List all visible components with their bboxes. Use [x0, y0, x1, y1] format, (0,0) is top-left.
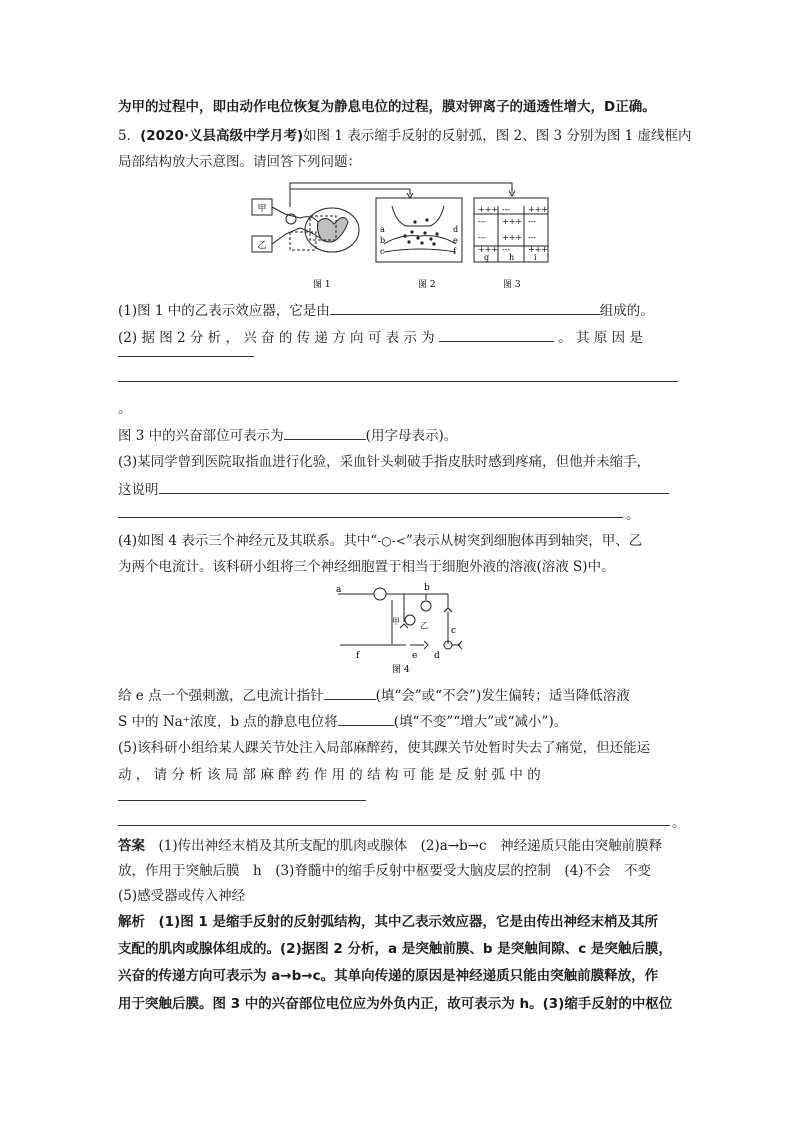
fig3-h-top: --- [502, 205, 511, 214]
analysis-line4: 用于突触后膜。图 3 中的兴奋部位电位应为外负内正，故可表示为 h。(3)缩手反射的中枢位 [118, 996, 673, 1012]
p2-text-a: (2) 据 图 2 分 析 ， 兴 奋 的 传 递 方 向 可 表 示 为 [118, 330, 435, 346]
p2-direction-blank[interactable] [439, 327, 554, 342]
fig4-caption: 图 4 [392, 665, 410, 675]
fig4-label-e: e [412, 651, 418, 661]
q5-number: 5． [118, 128, 141, 144]
fig4-neuron1-body [374, 588, 386, 600]
p1-blank[interactable] [330, 300, 600, 315]
q5-part3-line2 [118, 479, 669, 500]
analysis-label: 解析 [118, 914, 145, 930]
q5-part4-line4 [118, 711, 567, 732]
fig4-label-b: b [424, 583, 430, 593]
fig3-caption: 图 3 [503, 280, 521, 290]
p4-text-b: ”表示从树突到细胞体再到轴突，甲、乙 [405, 533, 643, 549]
figure-1-2-3 [0, 0, 800, 300]
neuron-symbol: -○-< [377, 534, 406, 548]
p1-text-a: (1)图 1 中的乙表示效应器，它是由 [118, 303, 330, 319]
q5-source: (2020·义县高级中学月考) [140, 128, 304, 144]
p2-text-d: (用字母表示)。 [365, 428, 458, 444]
fig1-dashed-box [310, 216, 336, 240]
fig4-label-d: d [434, 651, 440, 661]
fig1-ganglion [286, 214, 296, 224]
fig1-yi-label: 乙 [257, 241, 267, 251]
fig2-label-e: e [453, 236, 458, 245]
answer-line2: 放，作用于突触后膜 h (3)脊髓中的缩手反射中枢要受大脑皮层的控制 (4)不会 不变 [118, 863, 651, 879]
p2-reason-blank-1[interactable] [118, 355, 254, 357]
top-line: 为甲的过程中，即由动作电位恢复为静息电位的过程，膜对钾离子的通透性增大，D正确。 [118, 99, 656, 115]
fig2-label-b: b [380, 236, 386, 245]
fig2-label-a: a [380, 225, 385, 234]
fig3-h-in1: +++ [502, 217, 523, 226]
fig2-label-c: c [380, 247, 385, 256]
answer-line1 [118, 836, 662, 856]
fig4-jia-meter [405, 615, 415, 625]
p2-text-c: 图 3 中的兴奋部位可表示为 [118, 428, 284, 444]
fig2-vesicles [403, 218, 438, 245]
fig3-h-in2: +++ [502, 233, 523, 242]
answer-label: 答案 [118, 838, 145, 854]
q5-part3-line1: (3)某同学曾到医院取指血进行化验，采血针头刺破手指皮肤时感到疼痛，但他并未缩手， [118, 454, 651, 470]
figure-2 [376, 198, 462, 262]
analysis-line2: 支配的肌肉或腺体组成的。(2)据图 2 分析，a 是突触前膜、b 是突触间隙、c 是突触后膜， [118, 941, 672, 957]
fig4-label-yi: 乙 [420, 621, 428, 630]
q5-part1 [118, 300, 654, 321]
p4-text-a: (4)如图 4 表示三个神经元及其联系。其中“ [118, 533, 378, 549]
fig4-neuron3-body [444, 641, 452, 649]
p4-text-f: S 中的 Na⁺浓度，b 点的静息电位将 [118, 714, 338, 730]
p2-reason-blank-2[interactable] [118, 380, 678, 382]
fig1-yi-box [252, 236, 272, 252]
fig1-jia-box [252, 199, 272, 215]
fig2-label-d: d [453, 225, 459, 234]
fig3-h-bot: --- [502, 245, 511, 254]
p3-blank-1[interactable] [159, 479, 669, 494]
fig4-label-f: f [356, 651, 360, 661]
fig3-i-in2: --- [528, 233, 537, 242]
q5-stem-1: 如图 1 表示缩手反射的反射弧，图 2、图 3 分别为图 1 虚线框内 [303, 128, 692, 144]
fig1-jia-label: 甲 [257, 204, 267, 214]
fig3-g-top: +++ [478, 205, 499, 214]
fig4-label-jia: 甲 [392, 617, 400, 626]
fig4-label-a: a [336, 585, 342, 595]
p4-blank-2[interactable] [338, 711, 394, 726]
fig2-caption: 图 2 [418, 280, 436, 290]
p4-blank-1[interactable] [324, 685, 376, 700]
q5-stem-line1 [118, 126, 692, 146]
figure-4 [0, 578, 800, 678]
analysis-text-1: (1)图 1 是缩手反射的反射弧结构，其中乙表示效应器，它是由传出神经末梢及其所 [145, 914, 659, 930]
p2-period: 。 [118, 401, 132, 417]
p4-text-d: 给 e 点一个强刺激，乙电流计指针 [118, 688, 324, 704]
fig-connector-lines [290, 183, 515, 207]
answer-text-1: (1)传出神经末梢及其所支配的肌肉或腺体 (2)a→b→c 神经递质只能由突触前膜释 [145, 838, 663, 854]
fig2-label-f: f [453, 247, 456, 256]
q5-part4-line1 [118, 531, 642, 551]
fig1-spinal-cord [305, 208, 359, 252]
answer-line3: (5)感受器或传入神经 [118, 888, 246, 904]
fig3-g-in1: --- [478, 217, 487, 226]
q5-part4-line3 [118, 685, 630, 706]
q5-part5-line1: (5)该科研小组给某人踝关节处注入局部麻醉药，使其踝关节处暂时失去了痛觉，但还能运 [118, 740, 651, 756]
p1-text-b: 组成的。 [599, 303, 654, 319]
fig3-i-bot: +++ [528, 245, 549, 254]
q5-part5-line2: 动 ， 请 分 析 该 局 部 麻 醉 药 作 用 的 结 构 可 能 是 反 射 弧 中 的 [118, 767, 541, 783]
analysis-line1 [118, 912, 658, 932]
fig3-frame [474, 198, 548, 262]
analysis-line3: 兴奋的传递方向可表示为 a→b→c。其单向传递的原因是神经递质只能由突触前膜释放，作 [118, 968, 659, 984]
p2-location-blank[interactable] [284, 425, 366, 440]
p5-blank-2[interactable] [118, 824, 670, 826]
fig3-label-h: h [509, 253, 515, 262]
fig3-i-in1: --- [528, 217, 537, 226]
fig3-g-bot: +++ [478, 245, 499, 254]
fig3-g-in2: --- [478, 233, 487, 242]
p5-blank-1[interactable] [118, 799, 366, 801]
fig4-yi-meter [421, 601, 431, 611]
p2-text-b: 。 其 原 因 是 [558, 330, 643, 346]
p3-period: 。 [626, 507, 640, 523]
p5-period: 。 [672, 815, 686, 831]
q5-part2-line3 [118, 425, 457, 446]
q5-stem-line2: 局部结构放大示意图。请回答下列问题： [118, 154, 361, 170]
fig3-label-i: i [534, 253, 537, 262]
fig3-i-top: +++ [528, 205, 549, 214]
q5-part4-line2: 为两个电流计。该科研小组将三个神经细胞置于相当于细胞外液的溶液(溶液 S)中。 [118, 559, 615, 575]
fig1-caption: 图 1 [313, 280, 331, 290]
p4-text-g: (填“不变”“增大”或“减小”)。 [393, 714, 568, 730]
figure-3 [474, 198, 548, 262]
q5-part2-line1 [118, 327, 643, 348]
p4-text-e: (填“会”或“不会”)发生偏转；适当降低溶液 [375, 688, 630, 704]
fig2-frame [376, 198, 462, 262]
fig3-charges [478, 205, 548, 254]
p3-blank-2[interactable] [118, 516, 623, 518]
figure-1 [252, 199, 359, 252]
fig3-label-g: g [484, 253, 490, 262]
p3-text-b: 这说明 [118, 482, 159, 498]
fig4-label-c: c [451, 626, 457, 636]
